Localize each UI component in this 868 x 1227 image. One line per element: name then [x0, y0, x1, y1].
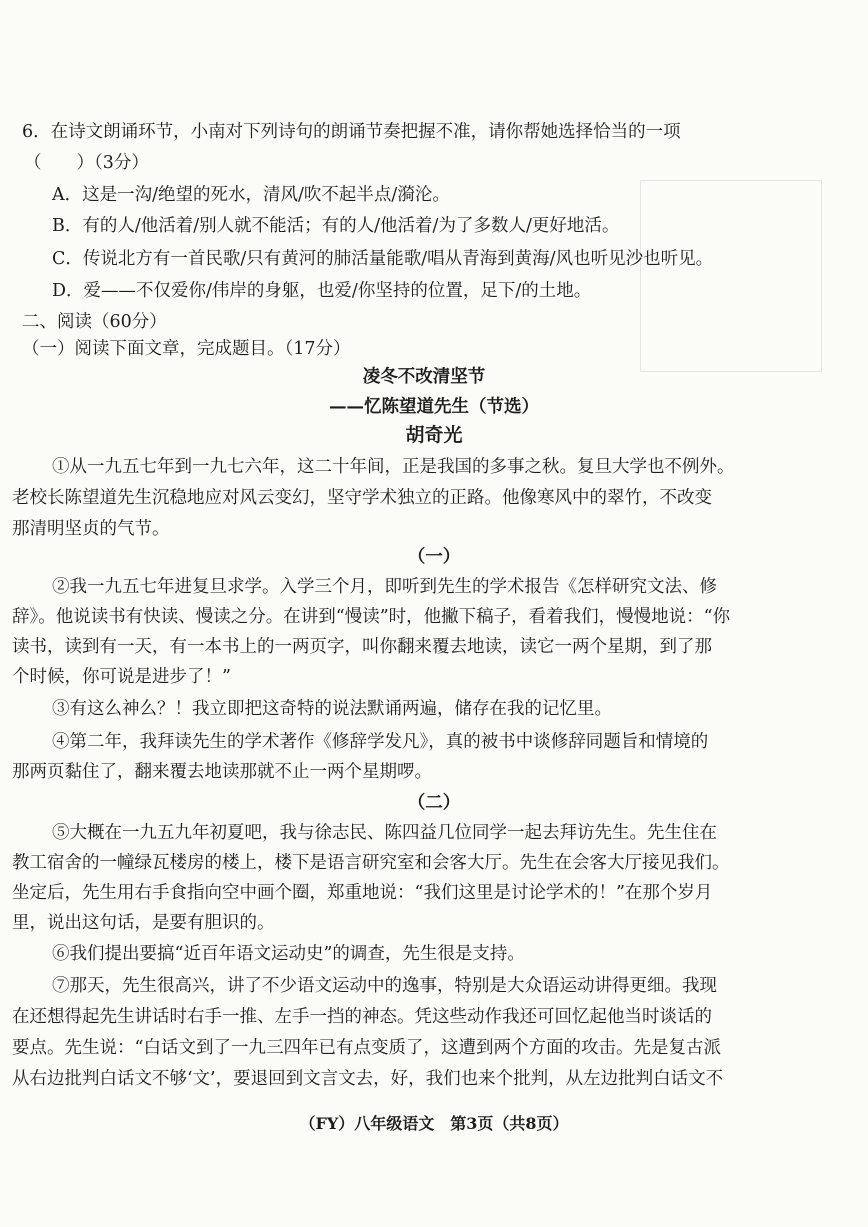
page-footer: （FY）八年级语文 第3页（共8页） — [299, 1114, 569, 1133]
paragraph-line: 个时候，你可说是进步了！” — [12, 667, 231, 687]
question-6-option-d: D．爱——不仅爱你/伟岸的身躯，也爱/你坚持的位置，足下/的土地。 — [52, 281, 592, 301]
question-6-stem: 6．在诗文朗诵环节，小南对下列诗句的朗诵节奏把握不准，请你帮她选择恰当的一项 — [22, 122, 681, 142]
paragraph-line: 要点。先生说：“白话文到了一九三四年已有点变质了，这遭到两个方面的攻击。先是复古派 — [12, 1038, 721, 1058]
article-subtitle: ——忆陈望道先生（节选） — [329, 397, 539, 417]
paragraph-line: ③有这么神么？！我立即把这奇特的说法默诵两遍，储存在我的记忆里。 — [52, 699, 612, 719]
paragraph-line: ①从一九五七年到一九七六年，这二十年间，正是我国的多事之秋。复旦大学也不例外。 — [52, 457, 735, 477]
part-1-label: （一） — [407, 547, 461, 567]
section-2-subheading: （一）阅读下面文章，完成题目。（17分） — [22, 339, 351, 359]
paragraph-line: ⑤大概在一九五九年初夏吧，我与徐志民、陈四益几位同学一起去拜访先生。先生住在 — [52, 823, 717, 843]
paragraph-line: 读书，读到有一天，有一本书上的一两页字，叫你翻来覆去地读，读它一两个星期，到了那 — [12, 637, 712, 657]
paragraph-line: ⑦那天，先生很高兴，讲了不少语文运动中的逸事，特别是大众语运动讲得更细。我现 — [52, 976, 717, 996]
question-6-answer-blank: （ ）（3分） — [24, 153, 149, 173]
article-author: 胡奇光 — [405, 424, 463, 446]
question-6-option-a: A．这是一沟/绝望的死水，清风/吹不起半点/漪沦。 — [52, 185, 450, 205]
section-2-heading: 二、阅读（60分） — [22, 312, 167, 332]
article-title: 凌冬不改清坚节 — [362, 367, 486, 387]
paragraph-line: 在还想得起先生讲话时右手一推、左手一挡的神态。凭这些动作我还可回忆起他当时谈话的 — [12, 1007, 712, 1027]
paragraph-line: ④第二年，我拜读先生的学术著作《修辞学发凡》，真的被书中谈修辞同题旨和情境的 — [52, 732, 709, 752]
paragraph-line: 里，说出这句话，是要有胆识的。 — [12, 913, 275, 933]
paragraph-line: 那两页黏住了，翻来覆去地读那就不止一两个星期啰。 — [12, 762, 432, 782]
paragraph-line: 老校长陈望道先生沉稳地应对风云变幻，坚守学术独立的正路。他像寒风中的翠竹，不改变 — [12, 488, 712, 508]
paragraph-line: 教工宿舍的一幢绿瓦楼房的楼上，楼下是语言研究室和会客大厅。先生在会客大厅接见我们。 — [12, 853, 730, 873]
paragraph-line: 辞》。他说读书有快读、慢读之分。在讲到“慢读”时，他撇下稿子，看着我们，慢慢地说：“你 — [12, 607, 731, 627]
part-2-label: （二） — [407, 793, 461, 813]
question-6-option-c: C．传说北方有一首民歌/只有黄河的肺活量能歌/唱从青海到黄海/风也听见沙也听见。 — [52, 249, 714, 269]
paragraph-line: 那清明坚贞的气节。 — [12, 519, 170, 539]
paragraph-line: 坐定后，先生用右手食指向空中画个圈，郑重地说：“我们这里是讨论学术的！”在那个岁月 — [12, 883, 713, 903]
question-6-option-b: B．有的人/他活着/别人就不能活；有的人/他活着/为了多数人/更好地活。 — [52, 216, 620, 236]
paragraph-line: ⑥我们提出要搞“近百年语文运动史”的调查，先生很是支持。 — [52, 944, 525, 964]
paragraph-line: ②我一九五七年进复旦求学。入学三个月，即听到先生的学术报告《怎样研究文法、修 — [52, 577, 717, 597]
paragraph-line: 从右边批判白话文不够‘文’，要退回到文言文去，好，我们也来个批判，从左边批判白话文不 — [12, 1069, 724, 1089]
